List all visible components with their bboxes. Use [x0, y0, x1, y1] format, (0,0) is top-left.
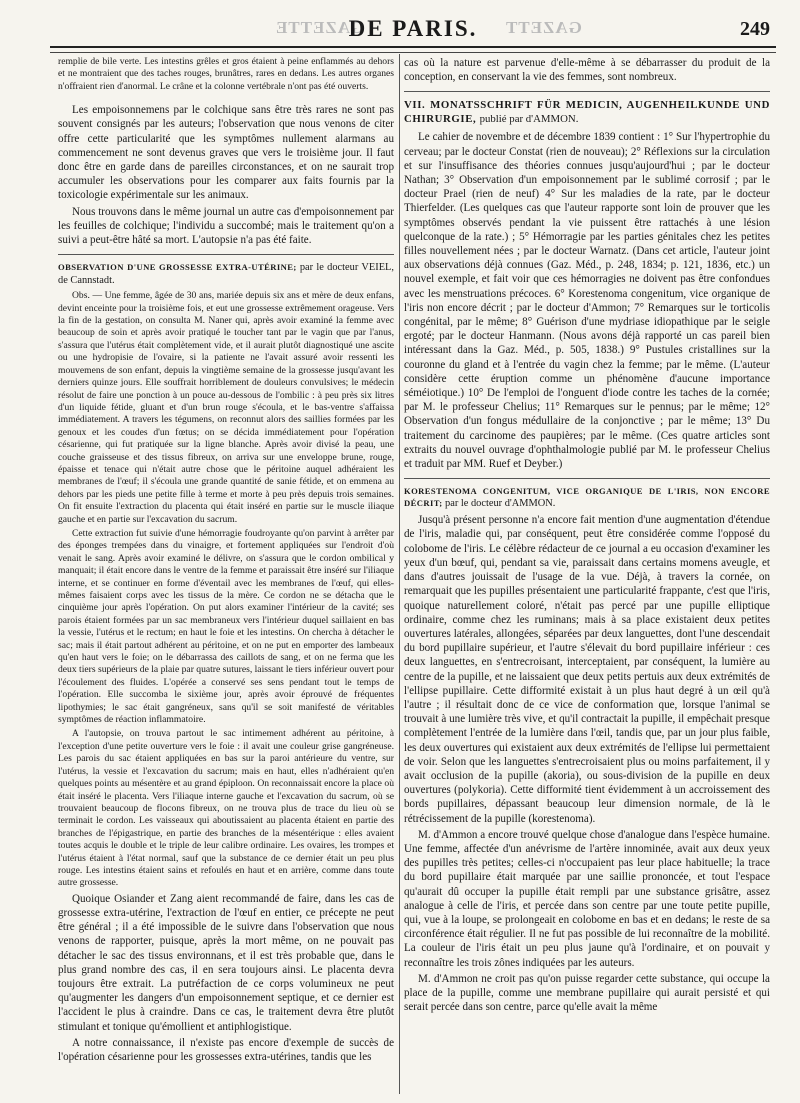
left-column — [58, 56, 394, 1096]
separator-rule — [404, 91, 770, 92]
article-heading: OBSERVATION D'UNE GROSSESSE EXTRA-UTÉRINE; par le docteur VEIEL, de Cannstadt. — [58, 262, 394, 287]
article-heading: KORESTENOMA CONGENITUM, VICE ORGANIQUE DE L'IRIS, NON ENCORE DÉCRIT; par le docteur d'AMMON. — [404, 486, 770, 510]
bleed-through-text-right: GAZETT — [505, 18, 582, 37]
header-rule — [50, 52, 776, 53]
bleed-through-text-left: GAZETTE — [275, 18, 365, 37]
paragraph: M. d'Ammon ne croit pas qu'on puisse regarder cette substance, qui occupe la place de la pupille, comme une membrane pupillaire qui aurait persisté et qui serait percée dans son centre, parce qu'elle avait la même — [404, 972, 770, 1014]
separator-rule — [58, 254, 394, 255]
paragraph: A l'autopsie, on trouva partout le sac intimement adhérent au péritoine, à l'exception d'une petite ouverture vers le foie : il avait une couleur grise gangréneuse. Les parois du sac étaient appliquées en bas sur la paroi antérieure du ventre, sur l'utérus, la vessie et l'excavation du sacrum; mais en haut, elles n'adhéraient qu'en quelques points au mésentère et au grand épiploon. On reconnaissait encore la place où était inséré le placenta. Vers l'iliaque interne gauche et l'excavation du sacrum, où se trouvaient beaucoup de flocons fibreux, on ne trouva plus de trace du lieu où se terminait le cordon. Les vaisseaux qui aboutissaient au placenta étaient en partie des branches de l'épigastrique, en partie des branches de la mésentérique : elles avaient toutes acquis le double et le triple de leur calibre ordinaire. Les ovaires, les trompes et l'utérus étaient à l'état normal, sauf que la substance de ce dernier était un peu plus rouge. Les intestins étaient sains et refoulés en haut et en arrière, comme dans toute autre grossesse. — [58, 728, 394, 889]
column-divider — [399, 54, 400, 1094]
paragraph: A notre connaissance, il n'existe pas encore d'exemple de succès de l'opération césarienne pour les grossesses extra-utérines, tandis que les — [58, 1036, 394, 1063]
page-header-title: DE PARIS. — [348, 16, 478, 41]
paragraph: Le cahier de novembre et de décembre 1839 contient : 1° Sur l'hypertrophie du cerveau; par le docteur Constat (rien de nouveau); 2° Réflexions sur la circulation et sur l'insuffisance des théories connues jusqu'aujourd'hui ; par le docteur Nathan; 3° Observation d'un empoisonnement par le sublimé corrosif ; par le docteur Prael (rien de neuf) 4° Sur les maladies de la rate, par le docteur Thierfelder. (Les quelques cas que l'auteur rapporte sont loin de prouver que les symptômes observés pendant la vie puissent être rattachés à une lésion quelconque de la rate.) ; 5° Hémorragie par les parties génitales chez les petites filles nouvellement nées ; par le docteur Warnatz. (Dans cet article, l'auteur joint aux observations déjà connues (Gaz. Méd., p. 248, 1834; p. 121, 1836, etc.) un nouvel exemple, et fait voir que ces hémorragies ne doivent pas être confondues avec les menstruations précoces. 6° Korestenoma congenitum, vice organique de l'iris non encore décrit ; par le docteur d'Ammon; 7° Remarques sur le torticolis congénital, par le même; 8° Guérison d'une mydriase idiopathique par le seigle ergoté; par le docteur Hanmann. (Nous avons déjà rapporté un cas pareil bien intéressant dans la Gaz. Méd., p. 505, 1838.) 9° Pustules cristallines sur la couronne du gland et à l'entrée du vagin chez la femme; par le même. (L'auteur considère cette éruption comme un phénomène d'aucune importance séméiotique.) 10° De l'emploi de l'onguent d'iode contre les taches de la cornée; par M. le professeur Chelius; 11° Remarques sur le pennus; par le même; 12° Observation d'un fongus médullaire de la conjonctive ; par le même; 13° Du traitement du carcinome des paupières; par le même. (Ces quatre articles sont extraits du nouvel ouvrage d'ophthalmologie publié par M. le professeur Chelius et traduit par MM. Ruef et Deyber.) — [404, 131, 770, 471]
page-header — [50, 12, 776, 48]
paragraph: Les empoisonnemens par le colchique sans être très rares ne sont pas souvent consignés par les auteurs; l'observation que nous venons de citer offre cette particularité que les symptômes nullement alarmans au commencement ne sont devenus graves que vers le troisième jour. Il faut donc être en garde dans de pareilles circonstances, et on ne saurait trop accumuler les observations pour les comparer aux faits fournis par la toxicologie expérimentale sur les animaux. — [58, 104, 394, 202]
right-column — [404, 56, 770, 1096]
section-heading: VII. MONATSSCHRIFT FÜR MEDICIN, AUGENHEILKUNDE UND CHIRURGIE, publié par d'AMMON. — [404, 99, 770, 126]
paragraph: Jusqu'à présent personne n'a encore fait mention d'une augmentation d'étendue de l'iris, maladie qui, par conséquent, peut être considérée comme l'opposé du colobome de l'iris. Le célèbre rédacteur de ce journal a eu occasion d'examiner les yeux d'un bœuf, qui, pendant sa vie, paraissait dans certains momens aveugle, et dans d'autres jouissait de l'usage de la vue. Déjà, à travers la cornée, on remarquait que les pupilles présentaient une particularité frappante, c'est que l'iris, quoique naturellement coloré, n'était pas percé par une pupille elliptique ordinaire, comme chez les ruminans; mais à sa place existaient deux petites ouvertures latérales, allongées, séparées par deux languettes, dont l'une descendait du bord pupillaire supérieur, et l'autre s'élevait du bord pupillaire inférieur : ces deux languettes, en s'entrecroisant, interceptaient, par conséquent, la lumière au centre de la pupille, et ne laissaient que deux petits pertuis aux deux extrémités de l'ellipse pupillaire. Cette difformité existait à un plus haut degré à un œil qu'à l'autre ; il résultait donc de ce vice de conformation que, lorsque l'animal se trouvait à une lumière très vive, et qu'il contractait la pupille, il empêchait presque complètement l'entrée de la lumière dans l'œil, tandis que, par un jour plus faible, les deux ouvertures qui existaient aux deux extrémités de l'ellipse lui permettaient de voir. Selon que les languettes s'entrecroisaient plus ou moins parfaitement, il y avait occlusion de la pupille (akoria), ou sous-division de la pupille en deux ouvertures (polykoria). Cette difformité tient évidemment à un accroissement des bords pupillaires, dépassant beaucoup leur dimension normale, de là le rétrécissement de la pupille (korestenoma). — [404, 514, 770, 825]
paragraph: Nous trouvons dans le même journal un autre cas d'empoisonnement par les feuilles de colchique; l'individu a succombé; mais le traitement qu'on a suivi a peut-être hâté sa mort. L'autopsie n'a pas été faite. — [58, 205, 394, 247]
paragraph: Obs. — Une femme, âgée de 30 ans, mariée depuis six ans et mère de deux enfans, devint enceinte pour la troisième fois, et eut une grossesse extrêmement orageuse. Vers la fin de la gestation, on consulta M. Naner qui, après avoir examiné la femme avec beaucoup de soin et après avoir pratiqué le toucher tant par le vagin que par l'anus, s'assura que l'utérus était complètement vide, et il aurait plutôt diagnostiqué une ascite ou une hydropisie de l'ovaire, si la patiente ne l'avait assuré avoir ressenti les mouvemens de son enfant, depuis la vingtième semaine de la grossesse jusqu'avant les derniers quinze jours. Elle souffrait horriblement de douleurs convulsives; le médecin résolut de faire une ponction à un pouce au-dessous de l'ombilic : à peu près six litres d'un liquide fétide, gluant et d'un brun rouge s'écoula, et le bas-ventre s'affaissa immédiatement. A travers les tégumens, on reconnut alors des saillies formées par les genoux et les coudes d'un fœtus; on se décida immédiatement pour l'opération césarienne, qui fut pratiquée sur la ligne blanche. Après avoir divisé la peau, une couche graisseuse et des tissus fibreux, on arriva sur une enveloppe brune, rouge, épaisse et tenace qui n'était autre chose que le péritoine auquel adhéraient les membranes de l'œuf; il s'écoula une grande quantité de sanie fétide, et on emmena au dehors par les pieds une petite fille à terme et morte à peu près depuis trois semaines. On fit ensuite l'extraction du placenta qui était inséré en partie sur le muscle iliaque gauche et en partie sur l'excavation du sacrum. — [58, 290, 394, 525]
paragraph: Cette extraction fut suivie d'une hémorragie foudroyante qu'on parvint à arrêter par des éponges trempées dans du vinaigre, et fortement appliquées sur l'endroit d'où venait le sang. Après avoir examiné le délivre, on s'assura que le cordon ombilical y manquait; il était encore dans le ventre de la femme et paraissait être inséré sur l'iliaque interne, et se continuer en forme d'éventail avec les membranes de l'œuf, qui elles-mêmes faisaient corps avec les tissus de la mère. Ce cordon ne se détacha que le cinquième jour après l'opération. On put alors examiner l'intérieur de la cavité; ses parois étaient formées par un sac membraneux vers l'intérieur duquel saillaient en bas la vessie, l'utérus et le rectum; en haut le foie et les intestins. On chercha à détacher le sac; mais il était partout adhérent au péritoine, et on ne put en emporter des lambeaux qu'en haut vers le foie; on le débarrassa des caillots de sang, et on ne ferma que les deux tiers supérieurs de la plaie par quatre sutures, laissant le tiers inférieur ouvert pour l'écoulement des fluides. L'opérée a conservé ses sens pendant tout le temps de l'opération. Elle succomba le sixième jour, après avoir éprouvé de fréquentes lipothymies; le sac était gangréneux, sans qu'il se soit manifesté de véritables symptômes de réaction inflammatoire. — [58, 527, 394, 726]
paragraph: M. d'Ammon a encore trouvé quelque chose d'analogue dans l'espèce humaine. Une femme, affectée d'un anévrisme de l'artère innominée, avait aux deux yeux des pupilles très petites; celles-ci n'occupaient pas leur place habituelle; la trace du bord pupillaire était marquée par une saillie prononcée, et tout l'espace qu'aurait dû occuper la pupille était rempli par une substance grisâtre, assez analogue à celle de l'iris, et percée dans son centre par une toute petite pupille, qui, vue à la loupe, se prolongeait en colobome en bas et en dedans; le reste de sa circonférence était régulier. Il ne fut pas possible de lui reconnaître de la mobilité. La couleur de l'iris était un peu plus jaune qu'à l'ordinaire, et on pouvait y reconnaître les trois zônes indiquées par les auteurs. — [404, 828, 770, 969]
separator-rule — [404, 478, 770, 479]
paragraph: cas où la nature est parvenue d'elle-même à se débarrasser du produit de la conception, en conservant la vie des femmes, sont nombreux. — [404, 57, 770, 84]
page-number: 249 — [740, 18, 770, 40]
paragraph: Quoique Osiander et Zang aient recommandé de faire, dans les cas de grossesse extra-utérine, l'extraction de l'œuf en entier, ce précepte ne peut être général ; il a été impossible de le suivre dans l'observation que nous venons de rapporter, puisque, après la mort même, on ne pouvait pas détacher le sac des tissus environnans, et il est très probable que, dans le plus grand nombre des cas, il en sera toujours ainsi. Le placenta devra toujours être extrait. La putréfaction de ce corps volumineux ne peut qu'augmenter les dangers d'un empoisonnement septique, et ce dernier est l'accident le plus à craindre. Dans ce cas, le traitement devra être plutôt stimulant et tonique qu'émollient et antiphlogistique. — [58, 892, 394, 1033]
paragraph: remplie de bile verte. Les intestins grêles et gros étaient à peine enflammés au dehors et ne montraient que des taches rouges, brunâtres, rares en dedans. Les autres organes n'offraient rien d'anormal. Le crâne et la colonne vertébrale n'ont pas été ouverts. — [58, 56, 394, 92]
